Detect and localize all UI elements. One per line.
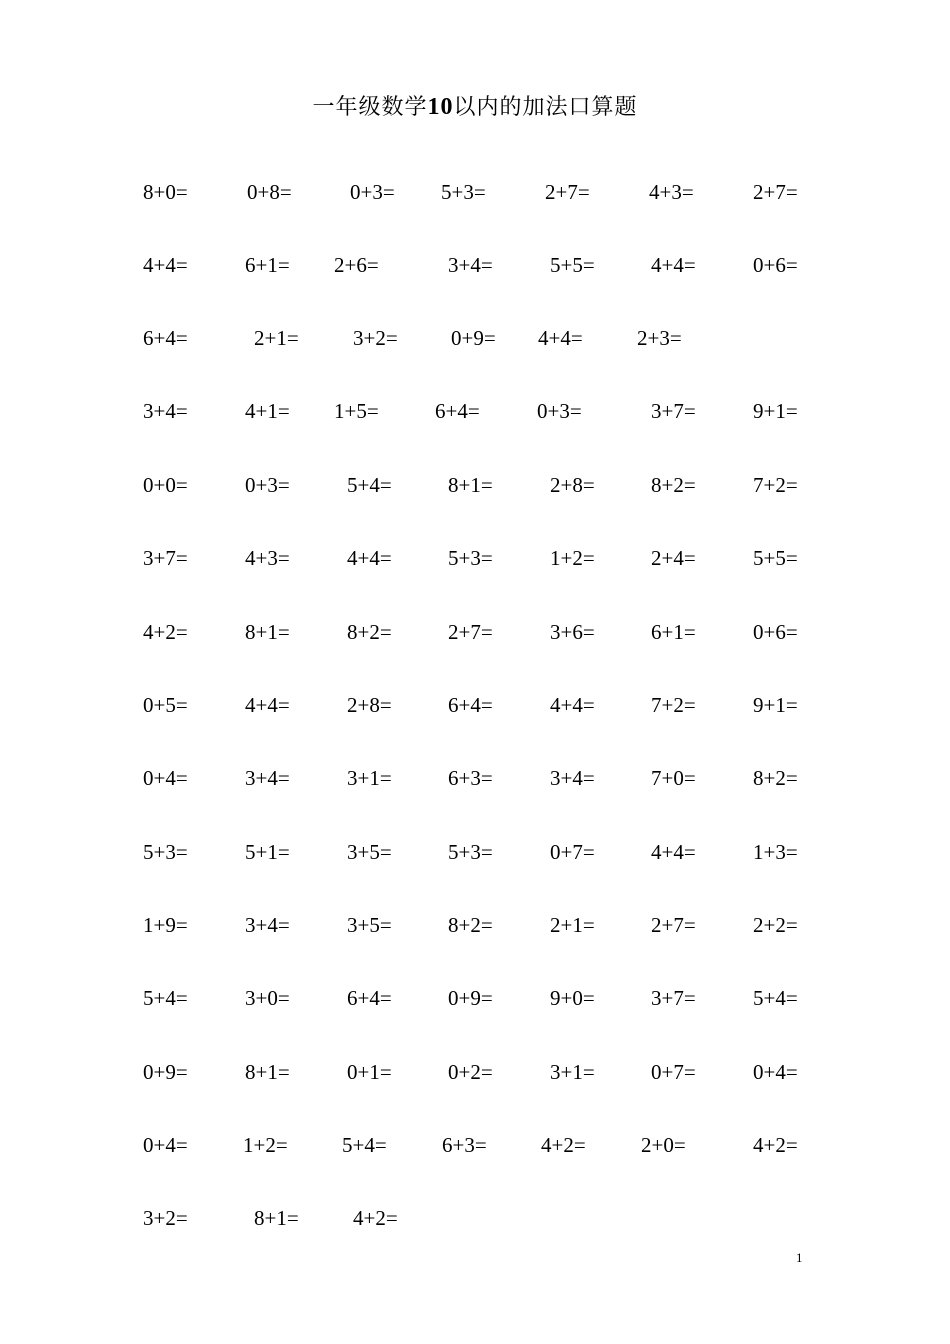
- addition-problem: 6+3=: [442, 1133, 487, 1157]
- addition-problem: 4+4=: [347, 546, 392, 570]
- addition-problem: 8+0=: [143, 180, 188, 204]
- addition-problem: 4+4=: [143, 253, 188, 277]
- addition-problem: 2+1=: [254, 326, 299, 350]
- problem-row: [0, 693, 950, 723]
- problem-row: [0, 326, 950, 356]
- addition-problem: 7+2=: [753, 473, 798, 497]
- addition-problem: 3+5=: [347, 913, 392, 937]
- addition-problem: 0+0=: [143, 473, 188, 497]
- page-number: 1: [796, 1250, 803, 1265]
- addition-problem: 9+1=: [753, 693, 798, 717]
- addition-problem: 5+3=: [448, 546, 493, 570]
- addition-problem: 4+2=: [541, 1133, 586, 1157]
- problem-row: [0, 986, 950, 1016]
- addition-problem: 0+9=: [451, 326, 496, 350]
- addition-problem: 2+8=: [347, 693, 392, 717]
- addition-problem: 8+1=: [245, 1060, 290, 1084]
- addition-problem: 8+2=: [753, 766, 798, 790]
- addition-problem: 0+7=: [651, 1060, 696, 1084]
- addition-problem: 7+2=: [651, 693, 696, 717]
- addition-problem: 4+2=: [143, 620, 188, 644]
- addition-problem: 2+7=: [545, 180, 590, 204]
- problem-row: [0, 1060, 950, 1090]
- addition-problem: 1+5=: [334, 399, 379, 423]
- addition-problem: 9+1=: [753, 399, 798, 423]
- addition-problem: 5+4=: [143, 986, 188, 1010]
- addition-problem: 0+3=: [245, 473, 290, 497]
- addition-problem: 0+7=: [550, 840, 595, 864]
- addition-problem: 3+4=: [245, 913, 290, 937]
- addition-problem: 4+4=: [245, 693, 290, 717]
- addition-problem: 0+9=: [448, 986, 493, 1010]
- addition-problem: 3+4=: [245, 766, 290, 790]
- problem-row: [0, 913, 950, 943]
- addition-problem: 4+4=: [651, 253, 696, 277]
- addition-problem: 8+2=: [651, 473, 696, 497]
- addition-problem: 6+4=: [143, 326, 188, 350]
- addition-problem: 4+2=: [753, 1133, 798, 1157]
- addition-problem: 3+0=: [245, 986, 290, 1010]
- addition-problem: 5+4=: [347, 473, 392, 497]
- addition-problem: 4+4=: [651, 840, 696, 864]
- addition-problem: 1+9=: [143, 913, 188, 937]
- addition-problem: 5+1=: [245, 840, 290, 864]
- addition-problem: 2+8=: [550, 473, 595, 497]
- addition-problem: 1+2=: [550, 546, 595, 570]
- addition-problem: 5+3=: [143, 840, 188, 864]
- problem-row: [0, 620, 950, 650]
- addition-problem: 3+7=: [651, 399, 696, 423]
- addition-problem: 2+4=: [651, 546, 696, 570]
- addition-problem: 0+9=: [143, 1060, 188, 1084]
- addition-problem: 8+2=: [347, 620, 392, 644]
- addition-problem: 3+1=: [550, 1060, 595, 1084]
- addition-problem: 0+4=: [143, 1133, 188, 1157]
- addition-problem: 2+2=: [753, 913, 798, 937]
- addition-problem: 2+7=: [651, 913, 696, 937]
- addition-problem: 6+4=: [347, 986, 392, 1010]
- addition-problem: 1+3=: [753, 840, 798, 864]
- addition-problem: 4+1=: [245, 399, 290, 423]
- problem-row: [0, 180, 950, 210]
- addition-problem: 3+2=: [353, 326, 398, 350]
- problem-row: [0, 840, 950, 870]
- addition-problem: 5+3=: [441, 180, 486, 204]
- title-number: 10: [427, 94, 454, 120]
- title-suffix: 以内的加法口算题: [453, 95, 638, 120]
- addition-problem: 2+7=: [753, 180, 798, 204]
- addition-problem: 3+4=: [448, 253, 493, 277]
- addition-problem: 3+6=: [550, 620, 595, 644]
- addition-problem: 0+6=: [753, 620, 798, 644]
- addition-problem: 2+0=: [641, 1133, 686, 1157]
- problem-row: [0, 766, 950, 796]
- addition-problem: 6+3=: [448, 766, 493, 790]
- addition-problem: 4+4=: [538, 326, 583, 350]
- addition-problem: 3+5=: [347, 840, 392, 864]
- addition-problem: 3+7=: [143, 546, 188, 570]
- addition-problem: 8+1=: [245, 620, 290, 644]
- addition-problem: 8+1=: [254, 1206, 299, 1230]
- addition-problem: 2+1=: [550, 913, 595, 937]
- addition-problem: 5+4=: [753, 986, 798, 1010]
- problem-row: [0, 399, 950, 429]
- addition-problem: 0+3=: [537, 399, 582, 423]
- addition-problem: 5+5=: [753, 546, 798, 570]
- addition-problem: 3+1=: [347, 766, 392, 790]
- addition-problem: 4+4=: [550, 693, 595, 717]
- addition-problem: 6+1=: [651, 620, 696, 644]
- title-prefix: 一年级数学: [312, 95, 428, 120]
- problem-row: [0, 1133, 950, 1163]
- addition-problem: 4+3=: [245, 546, 290, 570]
- problem-row: [0, 473, 950, 503]
- addition-problem: 2+6=: [334, 253, 379, 277]
- addition-problem: 5+5=: [550, 253, 595, 277]
- addition-problem: 3+2=: [143, 1206, 188, 1230]
- addition-problem: 0+4=: [143, 766, 188, 790]
- addition-problem: 5+4=: [342, 1133, 387, 1157]
- addition-problem: 3+4=: [143, 399, 188, 423]
- addition-problem: 8+1=: [448, 473, 493, 497]
- addition-problem: 2+3=: [637, 326, 682, 350]
- addition-problem: 0+6=: [753, 253, 798, 277]
- addition-problem: 2+7=: [448, 620, 493, 644]
- addition-problem: 0+5=: [143, 693, 188, 717]
- problem-row: [0, 253, 950, 283]
- addition-problem: 6+4=: [448, 693, 493, 717]
- addition-problem: 8+2=: [448, 913, 493, 937]
- addition-problem: 9+0=: [550, 986, 595, 1010]
- addition-problem: 0+4=: [753, 1060, 798, 1084]
- addition-problem: 3+7=: [651, 986, 696, 1010]
- addition-problem: 7+0=: [651, 766, 696, 790]
- addition-problem: 0+1=: [347, 1060, 392, 1084]
- addition-problem: 3+4=: [550, 766, 595, 790]
- addition-problem: 4+2=: [353, 1206, 398, 1230]
- addition-problem: 6+4=: [435, 399, 480, 423]
- addition-problem: 5+3=: [448, 840, 493, 864]
- problem-row: [0, 1206, 950, 1236]
- addition-problem: 0+2=: [448, 1060, 493, 1084]
- addition-problem: 6+1=: [245, 253, 290, 277]
- addition-problem: 0+3=: [350, 180, 395, 204]
- problem-row: [0, 546, 950, 576]
- addition-problem: 4+3=: [649, 180, 694, 204]
- addition-problem: 1+2=: [243, 1133, 288, 1157]
- addition-problem: 0+8=: [247, 180, 292, 204]
